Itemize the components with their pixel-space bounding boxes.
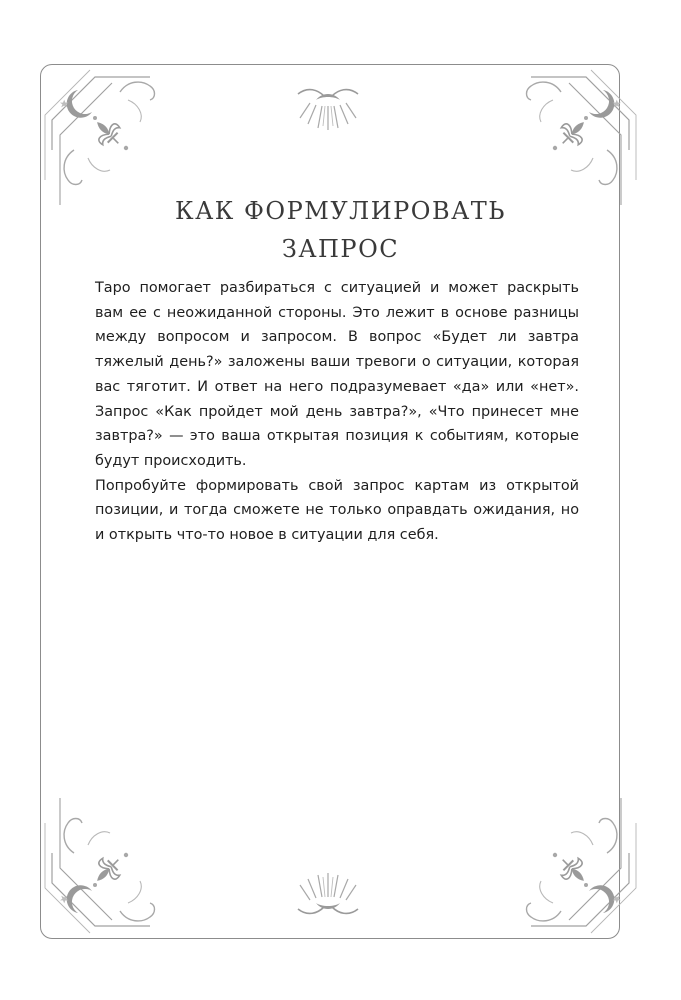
paragraph: Таро помогает разбираться с ситуацией и может раскрыть вам ее с неожиданной стороны. Это лежит в основе разницы между вопросом и запросом. В вопрос «Будет ли завтра тяжелый день?» заложены ваши тревоги о ситуации, которая вас тяготит. И ответ на него подразумевает «да» или «нет». Запрос «Как пройдет мой день завтра?», «Что принесет мне завтра?» — это ваша открытая позиция к событиям, которые будут происходить. xyxy=(95,280,579,469)
page-title-line-2: ЗАПРОС xyxy=(281,235,400,263)
paragraph: Попробуйте формировать свой запрос картам из открытой позиции, и тогда сможете не только оправдать ожидания, но и открыть что-то новое в ситуации для себя. xyxy=(95,477,579,544)
page-title-line-1: КАК ФОРМУЛИРОВАТЬ xyxy=(175,197,506,225)
body-text xyxy=(95,276,579,548)
page-title xyxy=(60,192,621,268)
